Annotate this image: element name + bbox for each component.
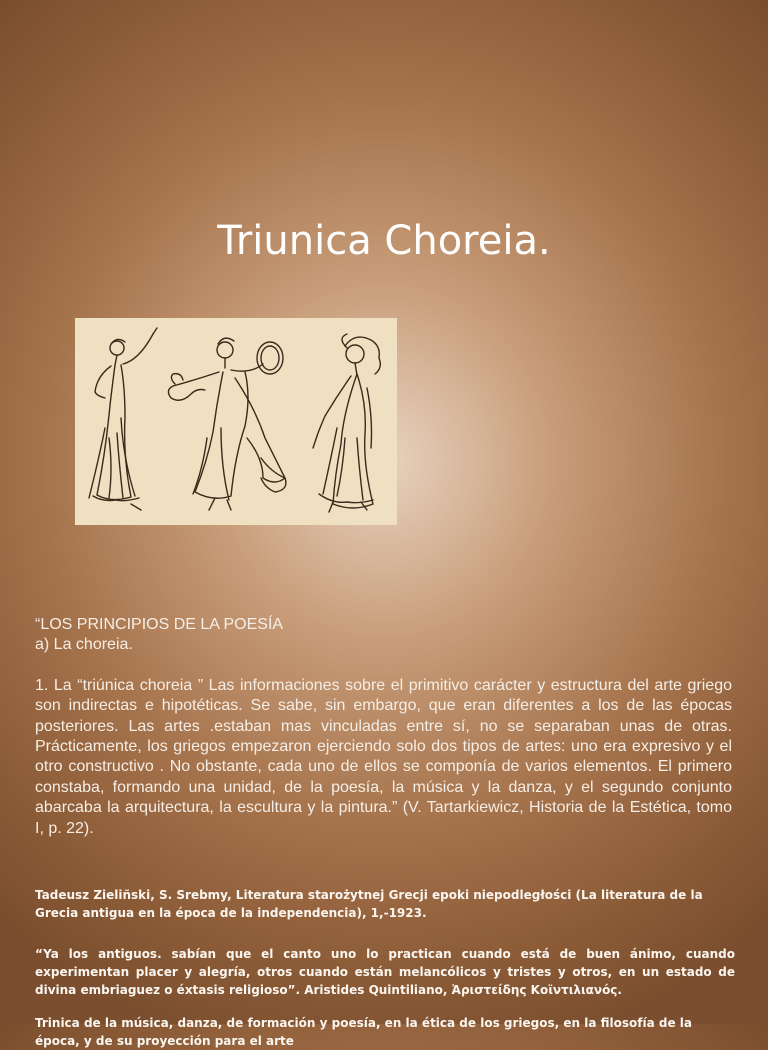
quote-paragraph: 1. La “triúnica choreia ” Las informaciones sobre el primitivo carácter y estructura del arte griego son indirectas e hipotéticas. Se sabe, sin embargo, que eran diferentes a los de las épocas posteriores. Las artes .estaban mas vinculadas entre sí, no se separaban unas de otras. Prácticamente, los griegos empezaron ejerciendo solo dos tipos de artes: uno era expresivo y el otro constructivo . No obstante, cada uno de ellos se componía de varios elementos. El primero constaba, formando una unidad, de la poesía, la música y la danza, y el segundo conjunto abarcaba la arquitectura, la escultura y la pintura.” (V. Tartarkiewicz, Historia de la Estética, tomo I, p. 22).	[35, 676, 732, 837]
quote-heading: “LOS PRINCIPIOS DE LA POESÍA	[35, 616, 284, 633]
dancers-illustration	[75, 318, 397, 525]
dancers-drawing	[75, 318, 397, 525]
slide-title: Triunica Choreia.	[217, 218, 551, 264]
reference-quintiliano: “Ya los antiguos. sabían que el canto uno lo practican cuando está de buen ánimo, cuando experimentan placer y alegría, otros cuando están melancólicos y tristes y otros, en un estado de divina embriaguez o éxtasis religioso”. Aristides Quintiliano, Ἀριστείδης Κοϊντιλιανός.	[35, 947, 735, 997]
reference-zielinski: Tadeusz Zieliñski, S. Srebmy, Literatura starożytnej Grecji epoki niepodległości (La literatura de la Grecia antigua en la época de la independencia), 1,-1923.	[35, 888, 703, 920]
quote-block	[35, 615, 732, 839]
cut-off-text-line: Trinica de la música, danza, de formación y poesía, en la ética de los griegos, en la filosofía de la época, y de su proyección para el arte	[35, 1016, 692, 1048]
quote-subheading: a) La choreia.	[35, 636, 133, 654]
